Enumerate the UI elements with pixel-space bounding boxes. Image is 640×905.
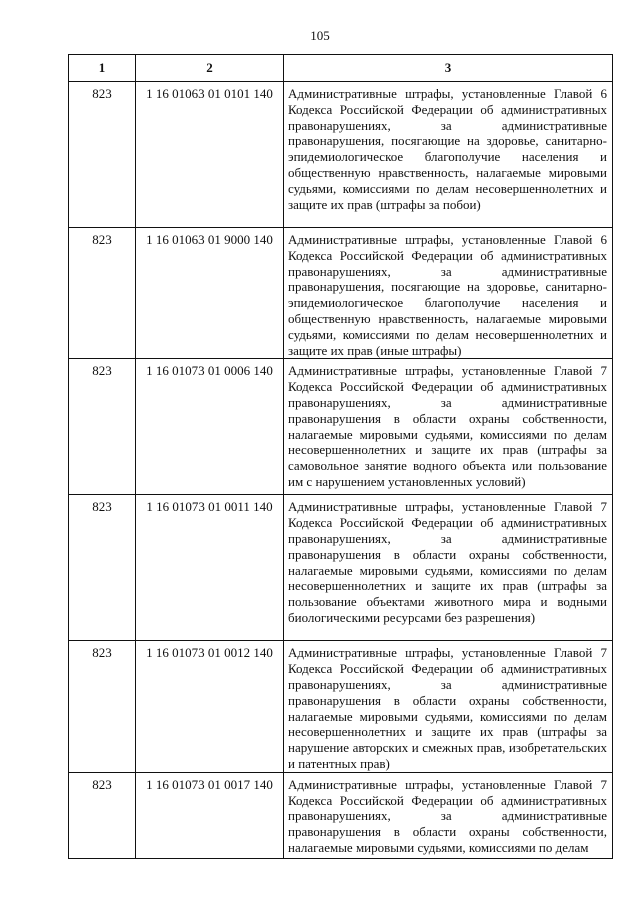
column-header-2: 2 [136,55,284,82]
table-row [69,228,613,359]
description-text: Административные штрафы, установленные Главой 6 Кодекса Российской Федерации об административных правонарушениях, за административные правонарушения, посягающие на здоровье, санитарно-эпидемиологическое благополучие населения и общественную нравственность, налагаемые мировыми судьями, комиссиями по делам несовершеннолетних и защите их прав (иные штрафы) [288,232,607,358]
budget-code-cell: 1 16 01073 01 0017 140 [136,772,284,858]
admin-code-cell: 823 [69,359,136,495]
budget-code-cell: 1 16 01063 01 9000 140 [136,228,284,359]
budget-code-cell: 1 16 01073 01 0012 140 [136,641,284,772]
column-header-1: 1 [69,55,136,82]
description-cell [284,82,613,228]
description-cell [284,495,613,641]
description-text: Административные штрафы, установленные Главой 7 Кодекса Российской Федерации об административных правонарушениях, за административные правонарушения в области охраны собственности, налагаемые мировыми судьями, комиссиями по делам [288,776,607,855]
table-row [69,772,613,858]
description-cell [284,772,613,858]
description-text: Административные штрафы, установленные Главой 7 Кодекса Российской Федерации об административных правонарушениях, за административные правонарушения в области охраны собственности, налагаемые мировыми судьями, комиссиями по делам несовершеннолетних и защите их прав (штрафы за нарушение авторских и смежных прав, изобретательских и патентных прав) [288,645,607,771]
column-header-3: 3 [284,55,613,82]
description-cell [284,641,613,772]
budget-codes-table [68,54,613,859]
description-text: Административные штрафы, установленные Главой 7 Кодекса Российской Федерации об административных правонарушениях, за административные правонарушения в области охраны собственности, налагаемые мировыми судьями, комиссиями по делам несовершеннолетних и защите их прав (штрафы за пользование объектами животного мира и водными биологическими ресурсами без разрешения) [288,499,607,625]
budget-code-cell: 1 16 01073 01 0006 140 [136,359,284,495]
page-number: 105 [310,28,330,43]
table-header-row [69,55,613,82]
budget-code-cell: 1 16 01073 01 0011 140 [136,495,284,641]
table-row [69,82,613,228]
admin-code-cell: 823 [69,772,136,858]
table-row [69,641,613,772]
admin-code-cell: 823 [69,82,136,228]
description-text: Административные штрафы, установленные Главой 7 Кодекса Российской Федерации об административных правонарушениях, за административные правонарушения в области охраны собственности, налагаемые мировыми судьями, комиссиями по делам несовершеннолетних и защите их прав (штрафы за самовольное занятие водного объекта или пользование им с нарушением установленных условий) [288,363,607,489]
description-text: Административные штрафы, установленные Главой 6 Кодекса Российской Федерации об административных правонарушениях, за административные правонарушения, посягающие на здоровье, санитарно-эпидемиологическое благополучие населения и общественную нравственность, налагаемые мировыми судьями, комиссиями по делам несовершеннолетних и защите их прав (штрафы за побои) [288,86,607,212]
description-cell [284,359,613,495]
admin-code-cell: 823 [69,228,136,359]
admin-code-cell: 823 [69,495,136,641]
budget-code-cell: 1 16 01063 01 0101 140 [136,82,284,228]
table-row [69,359,613,495]
description-cell [284,228,613,359]
admin-code-cell: 823 [69,641,136,772]
table-row [69,495,613,641]
